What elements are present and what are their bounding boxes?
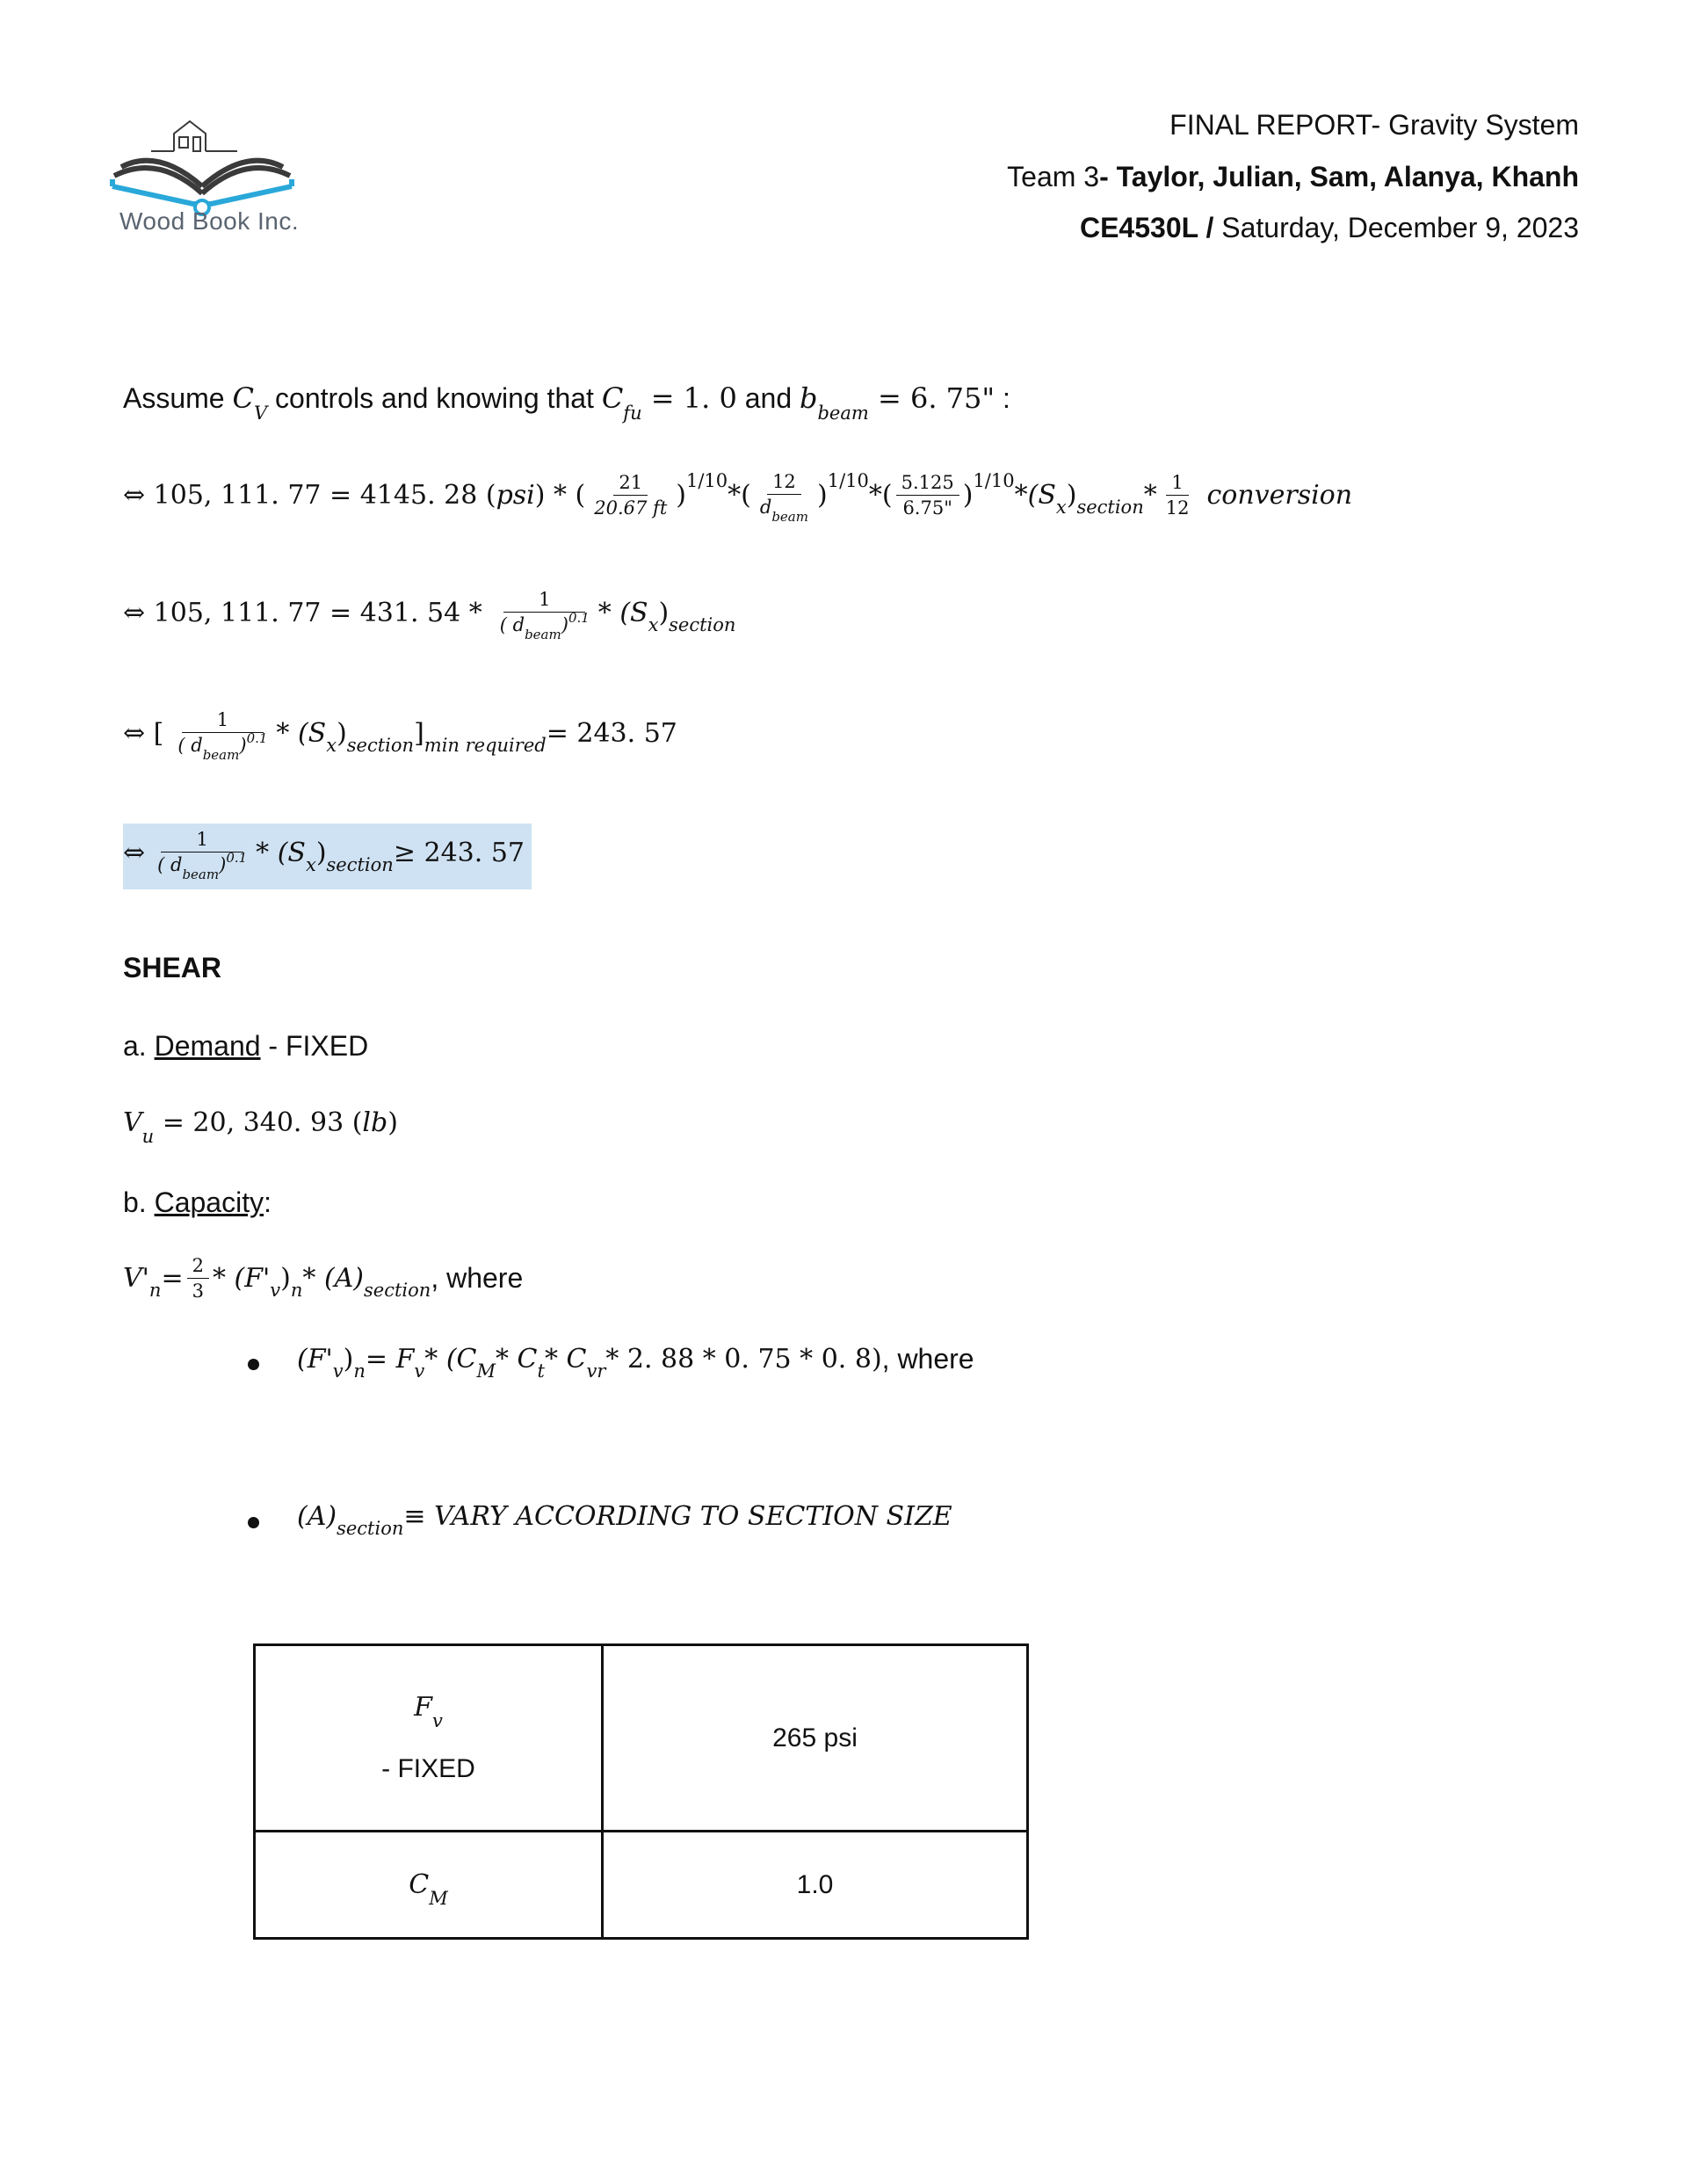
eq4-den-sub: beam xyxy=(182,867,220,882)
eq1-star-1: * xyxy=(728,480,742,511)
eq1-star-4: * xyxy=(1143,480,1157,511)
eq3-den-exp: 0.1 xyxy=(246,730,268,746)
eq1-star-3: * xyxy=(1014,480,1028,511)
eq3-sx-sub: x xyxy=(326,734,337,756)
eq2-num: 1 xyxy=(503,589,585,613)
fv-note: - FIXED xyxy=(381,1754,475,1783)
demand-prefix: a. xyxy=(123,1030,155,1062)
b1-eq: = F xyxy=(365,1344,415,1375)
eq2-fraction xyxy=(495,589,595,642)
table-row xyxy=(255,1832,1028,1939)
assume-line xyxy=(123,381,1010,424)
b1-mid: * (C xyxy=(424,1344,477,1375)
eq1-f2-beam: beam xyxy=(771,509,808,525)
eq3-bracket: ] xyxy=(414,718,424,749)
eq2-close: ) xyxy=(658,598,670,628)
b1-t-sub: t xyxy=(537,1360,545,1382)
capacity-label: Capacity xyxy=(154,1186,264,1218)
cfu-subscript: fu xyxy=(623,403,642,424)
b1-open: (F' xyxy=(297,1344,333,1375)
eq1-psi: psi xyxy=(496,480,535,511)
eq2-section: section xyxy=(669,613,736,635)
team-prefix: Team 3 xyxy=(1007,161,1100,192)
assume-and: and xyxy=(736,382,800,414)
fv-label xyxy=(256,1692,601,1731)
eq3-den-sub: beam xyxy=(202,747,240,763)
b2-text: ≡ VARY ACCORDING TO SECTION SIZE xyxy=(403,1501,952,1532)
capacity-suffix: : xyxy=(264,1186,272,1218)
table-cell-fv xyxy=(255,1645,603,1832)
b1-close: ) xyxy=(343,1344,354,1375)
eq1-f1-den: 20.67 ft xyxy=(594,497,668,519)
vn-fraction xyxy=(187,1255,209,1302)
b1-vr-sub: vr xyxy=(586,1360,606,1382)
vn-section: section xyxy=(364,1279,431,1301)
eq1-s-close: ) xyxy=(1066,480,1077,511)
bullet-2 xyxy=(248,1517,259,1528)
cv-symbol: C xyxy=(232,381,254,415)
vu-line xyxy=(123,1107,398,1147)
eq4-mid: * (S xyxy=(256,838,306,868)
vn-equals: = xyxy=(161,1263,184,1294)
demand-label: Demand xyxy=(154,1030,261,1062)
vn-den: 3 xyxy=(192,1281,204,1302)
eq4-close: ) xyxy=(315,838,327,868)
eq3-lhs: ⇔ [ xyxy=(123,718,164,749)
b1-cm-sub: M xyxy=(476,1360,496,1382)
eq1-exp-1: 1/10 xyxy=(685,469,728,491)
shear-heading: SHEAR xyxy=(123,952,222,983)
eq2-den-open: ( d xyxy=(499,614,525,635)
fv-symbol: F xyxy=(414,1692,432,1723)
b1-fv: v xyxy=(414,1360,425,1382)
vu-value: = 20, 340. 93 ( xyxy=(154,1107,363,1138)
eq1-fraction-2 xyxy=(755,471,814,525)
eq4-fraction xyxy=(152,829,252,882)
vu-unit: lb xyxy=(362,1107,388,1138)
vu-subscript: u xyxy=(141,1126,155,1147)
b1-v: v xyxy=(332,1360,344,1382)
eq4-den-exp: 0.1 xyxy=(226,850,248,866)
table-row xyxy=(255,1645,1028,1832)
eq2-den-close: ) xyxy=(561,614,568,635)
cm-label xyxy=(256,1869,601,1909)
demand-suffix: - FIXED xyxy=(260,1030,369,1062)
fv-equation xyxy=(297,1343,974,1382)
capacity-line xyxy=(123,1186,272,1219)
eq3-rhs: = 243. 57 xyxy=(546,718,677,749)
report-date: Saturday, December 9, 2023 xyxy=(1213,212,1579,243)
eq4-section: section xyxy=(326,853,394,875)
demand-line xyxy=(123,1030,368,1063)
equation-4 xyxy=(123,829,525,882)
team-members: - Taylor, Julian, Sam, Alanya, Khanh xyxy=(1099,161,1579,192)
eq3-fraction xyxy=(172,709,272,763)
b2-area: (A) xyxy=(297,1501,337,1532)
cm-symbol: C xyxy=(409,1869,430,1900)
vn-fn-sub: n xyxy=(290,1279,303,1301)
vn-mid: * (F' xyxy=(212,1263,271,1294)
table-cell-fv-value: 265 psi xyxy=(603,1645,1028,1832)
eq2-rhs: * (S xyxy=(597,598,648,628)
b1-where: , where xyxy=(881,1343,974,1375)
logo-text: Wood Book Inc. xyxy=(119,207,300,235)
eq1-f1-num: 21 xyxy=(613,472,648,496)
eq1-f2-den xyxy=(755,495,814,525)
equation-3 xyxy=(123,709,677,763)
assume-text-2: controls and knowing that xyxy=(267,382,602,414)
b1-cvr: * C xyxy=(544,1344,587,1375)
eq1-s: (S xyxy=(1027,480,1056,511)
vn-subscript: n xyxy=(148,1279,162,1301)
eq4-den xyxy=(152,850,252,882)
vn-fv-sub: v xyxy=(270,1279,281,1301)
eq2-den xyxy=(495,610,595,642)
eq3-num: 1 xyxy=(182,709,264,733)
eq1-f2-num: 12 xyxy=(767,471,801,495)
table-cell-cm xyxy=(255,1832,603,1939)
vn-equation xyxy=(123,1255,523,1302)
b1-ct: * C xyxy=(496,1344,538,1375)
assume-text: Assume xyxy=(123,382,233,414)
eq2-den-sub: beam xyxy=(525,627,561,642)
vn-area: * (A) xyxy=(302,1263,365,1294)
eq4-lhs: ⇔ xyxy=(123,838,146,868)
b1-n: n xyxy=(353,1360,366,1382)
shear-factors-table xyxy=(253,1643,1029,1940)
eq3-den-close: ) xyxy=(239,735,247,756)
eq3-den-open: ( d xyxy=(177,735,203,756)
eq1-star-2: * xyxy=(868,480,882,511)
course-code: CE4530L / xyxy=(1079,212,1214,243)
eq1-section: section xyxy=(1076,496,1144,518)
eq1-f3-den: 6.75" xyxy=(902,497,952,519)
eq2-lhs: ⇔ 105, 111. 77 = 431. 54 * xyxy=(123,598,482,628)
eq4-num: 1 xyxy=(161,829,243,853)
eq4-den-close: ) xyxy=(219,854,227,875)
course-date-line xyxy=(1080,212,1579,244)
eq1-fraction-3 xyxy=(896,472,959,519)
report-title: FINAL REPORT- Gravity System xyxy=(1169,109,1579,141)
vu-close: ) xyxy=(387,1107,398,1138)
eq1-s-sub: x xyxy=(1055,496,1067,518)
b-subscript: beam xyxy=(817,403,869,424)
vn-fv-close: ) xyxy=(280,1263,291,1294)
fv-subscript: v xyxy=(431,1710,443,1731)
eq2-den-exp: 0.1 xyxy=(568,610,590,626)
capacity-prefix: b. xyxy=(123,1186,155,1218)
cfu-symbol: C xyxy=(601,381,624,415)
b-symbol: b xyxy=(800,381,818,415)
vn-where: , where xyxy=(431,1262,524,1294)
vn-symbol: V' xyxy=(123,1263,149,1294)
eq1-f3-num: 5.125 xyxy=(896,472,959,496)
eq1-exp-3: 1/10 xyxy=(973,469,1015,491)
eq2-sx-sub: x xyxy=(648,613,659,635)
eq3-den xyxy=(172,730,272,763)
eq3-mid: * (S xyxy=(276,718,327,749)
cm-subscript: M xyxy=(429,1888,448,1909)
area-line xyxy=(297,1501,952,1539)
assume-colon: : xyxy=(995,382,1010,414)
b2-section: section xyxy=(337,1517,404,1539)
eq4-rhs: ≥ 243. 57 xyxy=(393,838,525,868)
bullet-1 xyxy=(248,1359,259,1370)
eq1-f2-d: d xyxy=(759,497,772,518)
b-value: = 6. 75" xyxy=(868,381,996,415)
eq1-fraction-4 xyxy=(1161,472,1195,519)
eq3-close: ) xyxy=(337,718,347,749)
vn-num: 2 xyxy=(187,1255,209,1279)
equation-2 xyxy=(123,589,736,642)
team-line xyxy=(1007,161,1579,193)
equation-1: ⇔ 105, 111. 77 = 4145. 28 ( psi ) * ( $\frac{21}{20.67 ft}$ ) 1/10 * ( $\frac{12}{d_{beam}}$ ) 1/10 * ( $\frac{5.125}{6.75"}$ ) 1/10 * (S x ) section * $\frac{1}{12}$ conversion xyxy=(123,469,1353,525)
cfu-value: = 1. 0 xyxy=(641,381,737,415)
eq3-section: section xyxy=(346,734,415,756)
eq1-lhs: ⇔ 105, 111. 77 = 4145. 28 ( xyxy=(123,480,496,511)
table-cell-cm-value: 1.0 xyxy=(603,1832,1028,1939)
b1-tail: * 2. 88 * 0. 75 * 0. 8) xyxy=(605,1344,882,1375)
eq1-f4-den: 12 xyxy=(1165,497,1190,519)
eq4-sx-sub: x xyxy=(305,853,316,875)
vu-symbol: V xyxy=(123,1107,142,1138)
eq4-den-open: ( d xyxy=(157,854,183,875)
cv-subscript: V xyxy=(253,403,268,424)
eq1-exp-2: 1/10 xyxy=(827,469,869,491)
eq3-min-required: min required xyxy=(424,734,547,756)
eq1-conversion: conversion xyxy=(1206,480,1353,511)
eq1-open: ) * ( xyxy=(534,480,586,511)
eq1-f4-num: 1 xyxy=(1166,472,1188,496)
eq1-fraction-1 xyxy=(589,472,672,519)
